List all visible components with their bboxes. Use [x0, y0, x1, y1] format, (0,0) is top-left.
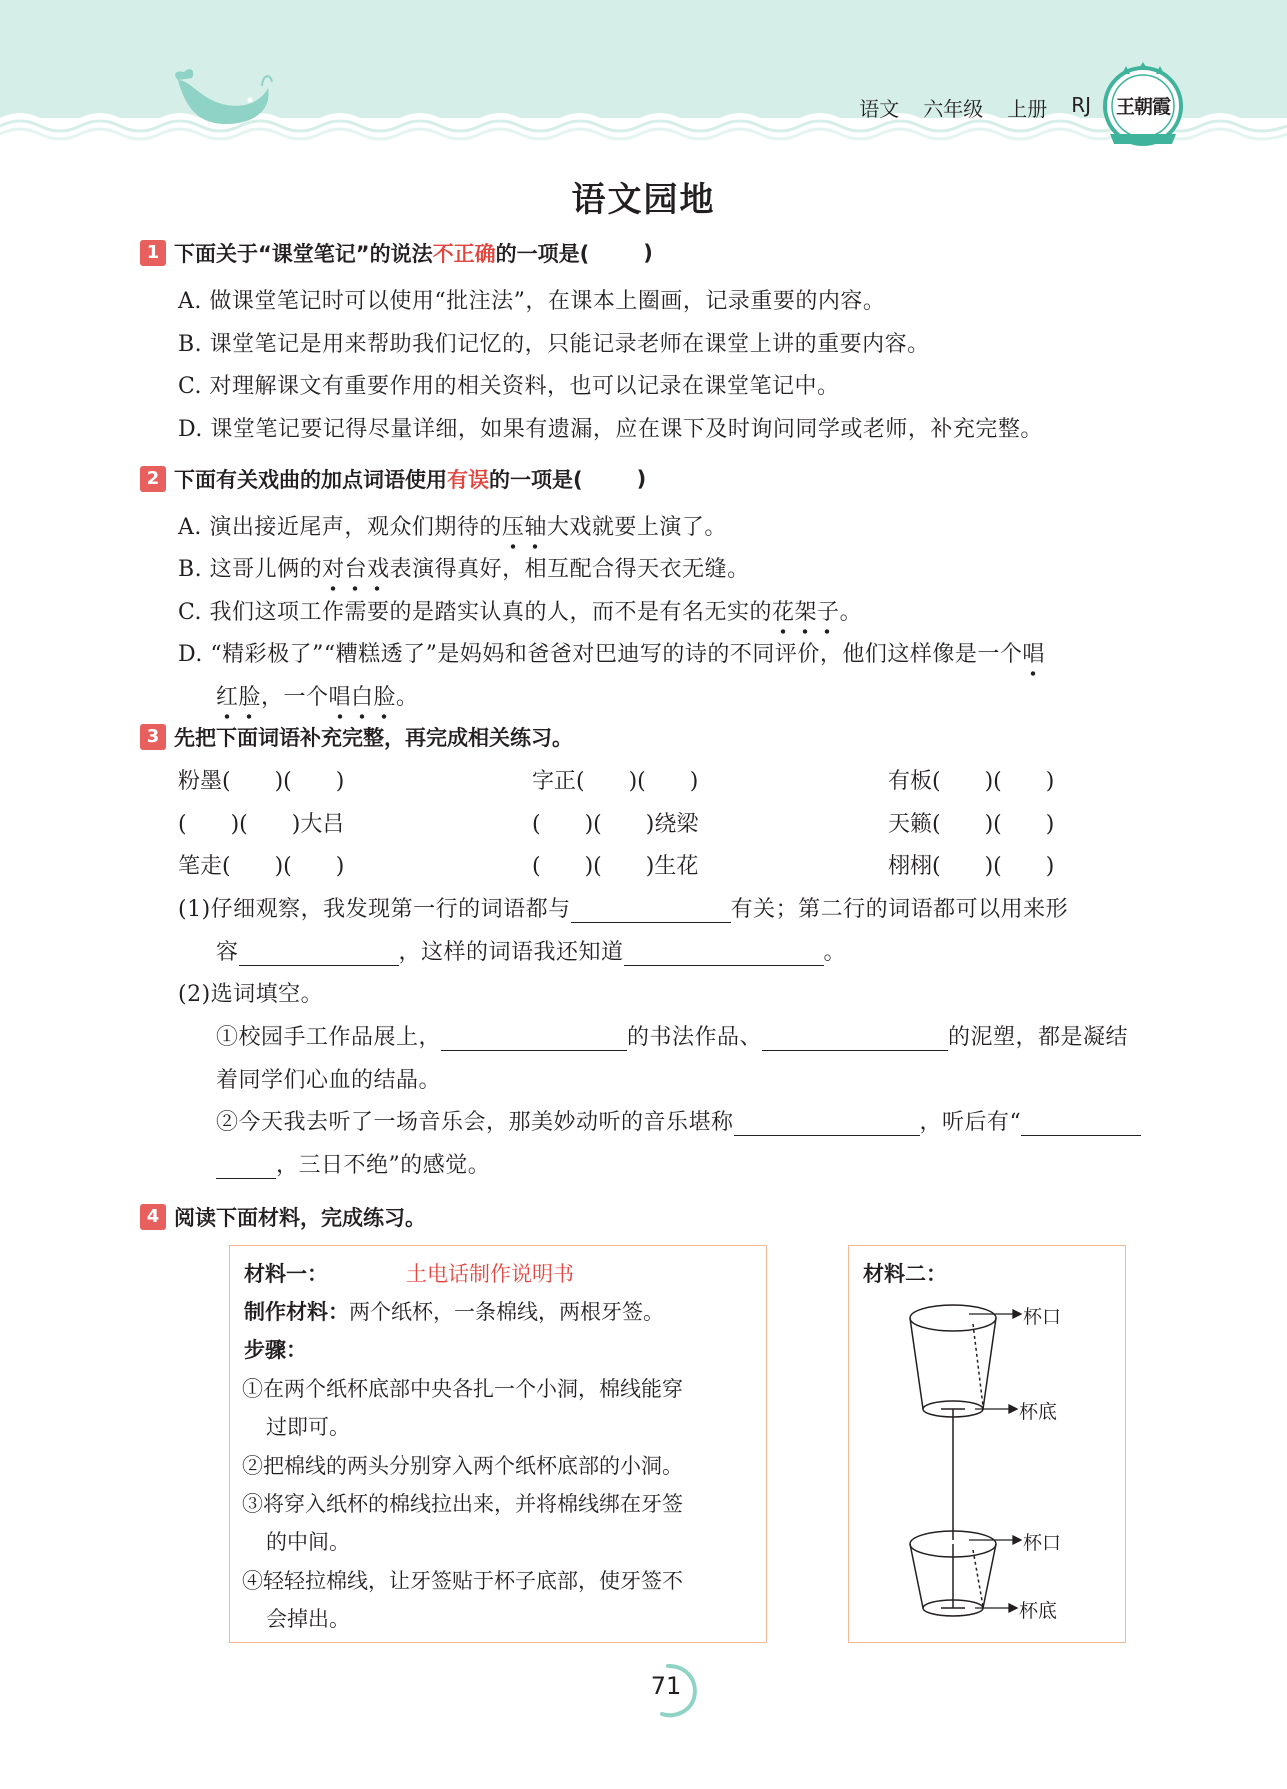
q1-option-d: D. 课堂笔记要记得尽量详细，如果有遗漏，应在课下及时询问同学或老师，补充完整。: [178, 417, 1043, 442]
question-2-prompt: [140, 464, 646, 494]
string-telephone-diagram: [849, 1246, 1127, 1644]
bottom-cup: [910, 1531, 996, 1616]
q2-prompt-tail: 的一项是(: [489, 468, 583, 492]
q3-idiom-r2c2[interactable]: ( )( )绕梁: [532, 812, 699, 837]
header-grade: 六年级: [923, 97, 984, 121]
q2-d-dotted-word-2: 红脸: [216, 680, 261, 711]
material-1-step-line-3: ②把棉线的两头分别穿入两个纸杯底部的小洞。: [242, 1454, 683, 1478]
material-1-materials: 制作材料：两个纸杯，一条棉线，两根牙签。: [244, 1300, 664, 1324]
material-2-label: 材料二：: [863, 1262, 947, 1286]
q1-prompt-text: 下面关于“课堂笔记”的说法: [174, 242, 433, 266]
header-edition: RJ: [1071, 93, 1091, 117]
q3-idiom-r1c3[interactable]: 有板( )( ): [888, 769, 1055, 794]
diagram-label-cup-bottom-bottom: 杯底: [1019, 1600, 1058, 1622]
q2-option-b: B. 这哥儿俩的对台戏表演得真好，相互配合得天衣无缝。: [178, 552, 750, 583]
material-2-box: [848, 1245, 1126, 1643]
q2-d-dotted-word-3: 唱白脸: [329, 680, 397, 711]
material-1-title: 土电话制作说明书: [406, 1262, 574, 1286]
question-4-prompt: [140, 1202, 426, 1232]
material-1-box: [229, 1245, 767, 1643]
brand-name: 王朝霞: [1115, 96, 1170, 118]
q3-idiom-r1c1[interactable]: 粉墨( )( ): [178, 769, 345, 794]
q3-part2-blank-2[interactable]: [762, 1029, 948, 1051]
diagram-label-cup-mouth-bottom: 杯口: [1023, 1532, 1062, 1554]
material-1-step-line-5: 的中间。: [266, 1530, 350, 1554]
header-meta: [859, 93, 1091, 122]
q1-prompt-emphasis: 不正确: [432, 242, 496, 266]
q3-idiom-r1c2[interactable]: 字正( )( ): [532, 769, 699, 794]
question-1-prompt: [140, 238, 653, 268]
header-subject: 语文: [859, 97, 900, 121]
q2-prompt-close: ): [636, 467, 647, 491]
q2-option-d-line1: D. “精彩极了”“糟糕透了”是妈妈和爸爸对巴迪写的诗的不同评价，他们这样像是一个唱: [178, 637, 1045, 668]
question-4-number: 4: [140, 1204, 166, 1230]
q3-part1-blank-2[interactable]: [239, 944, 399, 966]
header-volume: 上册: [1007, 97, 1048, 121]
q4-prompt-text: 阅读下面材料，完成练习。: [174, 1206, 426, 1230]
q3-part2-blank-1[interactable]: [441, 1029, 627, 1051]
question-3-prompt: [140, 722, 573, 752]
q3-part2-item1-line1: ①校园手工作品展上， 的书法作品、 的泥塑，都是凝结: [216, 1025, 1129, 1050]
q1-option-b: B. 课堂笔记是用来帮助我们记忆的，只能记录老师在课堂上讲的重要内容。: [178, 332, 930, 357]
material-1-step-line-4: ③将穿入纸杯的棉线拉出来，并将棉线绑在牙签: [242, 1492, 683, 1516]
diagram-label-cup-bottom-top: 杯底: [1019, 1401, 1058, 1423]
q2-option-c: C. 我们这项工作需要的是踏实认真的人，而不是有名无实的花架子。: [178, 595, 862, 626]
q3-idiom-r3c3[interactable]: 栩栩( )( ): [888, 854, 1055, 879]
q2-prompt-emphasis: 有误: [447, 468, 489, 492]
q3-idiom-r2c1[interactable]: ( )( )大吕: [178, 812, 345, 837]
q3-part2-blank-4[interactable]: [1021, 1114, 1141, 1136]
q2-option-a: A. 演出接近尾声，观众们期待的压轴大戏就要上演了。: [178, 510, 727, 541]
question-1-number: 1: [140, 240, 166, 266]
q1-prompt-tail: 的一项是(: [495, 242, 590, 266]
page-title: 语文园地: [571, 180, 716, 220]
q3-part2-item2-line2: ，三日不绝”的感觉。: [216, 1148, 490, 1179]
q3-idiom-r2c3[interactable]: 天籁( )( ): [888, 812, 1055, 837]
question-2-number: 2: [140, 466, 166, 492]
header-wave-band: [0, 0, 1287, 160]
q1-prompt-close: ): [643, 241, 653, 265]
q2-option-d-line2: 红脸，一个唱白脸。: [216, 680, 419, 711]
diagram-label-cup-mouth-top: 杯口: [1023, 1306, 1062, 1328]
q3-part1-blank-1[interactable]: [571, 901, 731, 923]
q3-idiom-r3c1[interactable]: 笔走( )( ): [178, 854, 345, 879]
q1-option-a: A. 做课堂笔记时可以使用“批注法”，在课本上圈画，记录重要的内容。: [178, 289, 886, 314]
q3-prompt-text: 先把下面词语补充完整，再完成相关练习。: [174, 726, 573, 750]
q3-part1-line1: (1)仔细观察，我发现第一行的词语都与 有关；第二行的词语都可以用来形: [178, 897, 1069, 922]
q3-idiom-r3c2[interactable]: ( )( )生花: [532, 854, 699, 879]
q3-part2-item1-line2: 着同学们心血的结晶。: [216, 1068, 442, 1093]
q2-prompt-text: 下面有关戏曲的加点词语使用: [174, 468, 447, 492]
q3-part2-heading: (2)选词填空。: [178, 982, 324, 1007]
material-1-label: 材料一：: [244, 1262, 328, 1286]
page-header: [0, 0, 1287, 160]
q2-a-dotted-word: 压轴: [502, 510, 547, 541]
q3-part1-line2: 容 ，这样的词语我还知道 。: [216, 940, 847, 965]
q3-part2-blank-4-cont[interactable]: [216, 1157, 276, 1179]
q2-d-dotted-word-1: 唱: [1022, 637, 1045, 668]
material-1-step-line-2: 过即可。: [266, 1415, 350, 1439]
material-1-steps-label: 步骤：: [244, 1338, 307, 1362]
page-number: 71: [650, 1672, 682, 1700]
question-3-number: 3: [140, 724, 166, 750]
brand-logo: [1102, 62, 1184, 148]
q2-b-dotted-word: 对台戏: [322, 552, 390, 583]
q1-option-c: C. 对理解课文有重要作用的相关资料，也可以记录在课堂笔记中。: [178, 374, 840, 399]
material-1-step-line-1: ①在两个纸杯底部中央各扎一个小洞，棉线能穿: [242, 1377, 683, 1401]
q3-part2-blank-3[interactable]: [734, 1114, 920, 1136]
q3-part1-blank-3[interactable]: [624, 944, 824, 966]
material-1-step-line-7: 会掉出。: [266, 1607, 350, 1631]
q2-c-dotted-word: 花架子: [772, 595, 840, 626]
q3-part2-item2-line1: ②今天我去听了一场音乐会，那美妙动听的音乐堪称 ，听后有“: [216, 1105, 1141, 1136]
top-cup: [910, 1305, 996, 1540]
material-1-step-line-6: ④轻轻拉棉线，让牙签贴于杯子底部，使牙签不: [242, 1569, 683, 1593]
